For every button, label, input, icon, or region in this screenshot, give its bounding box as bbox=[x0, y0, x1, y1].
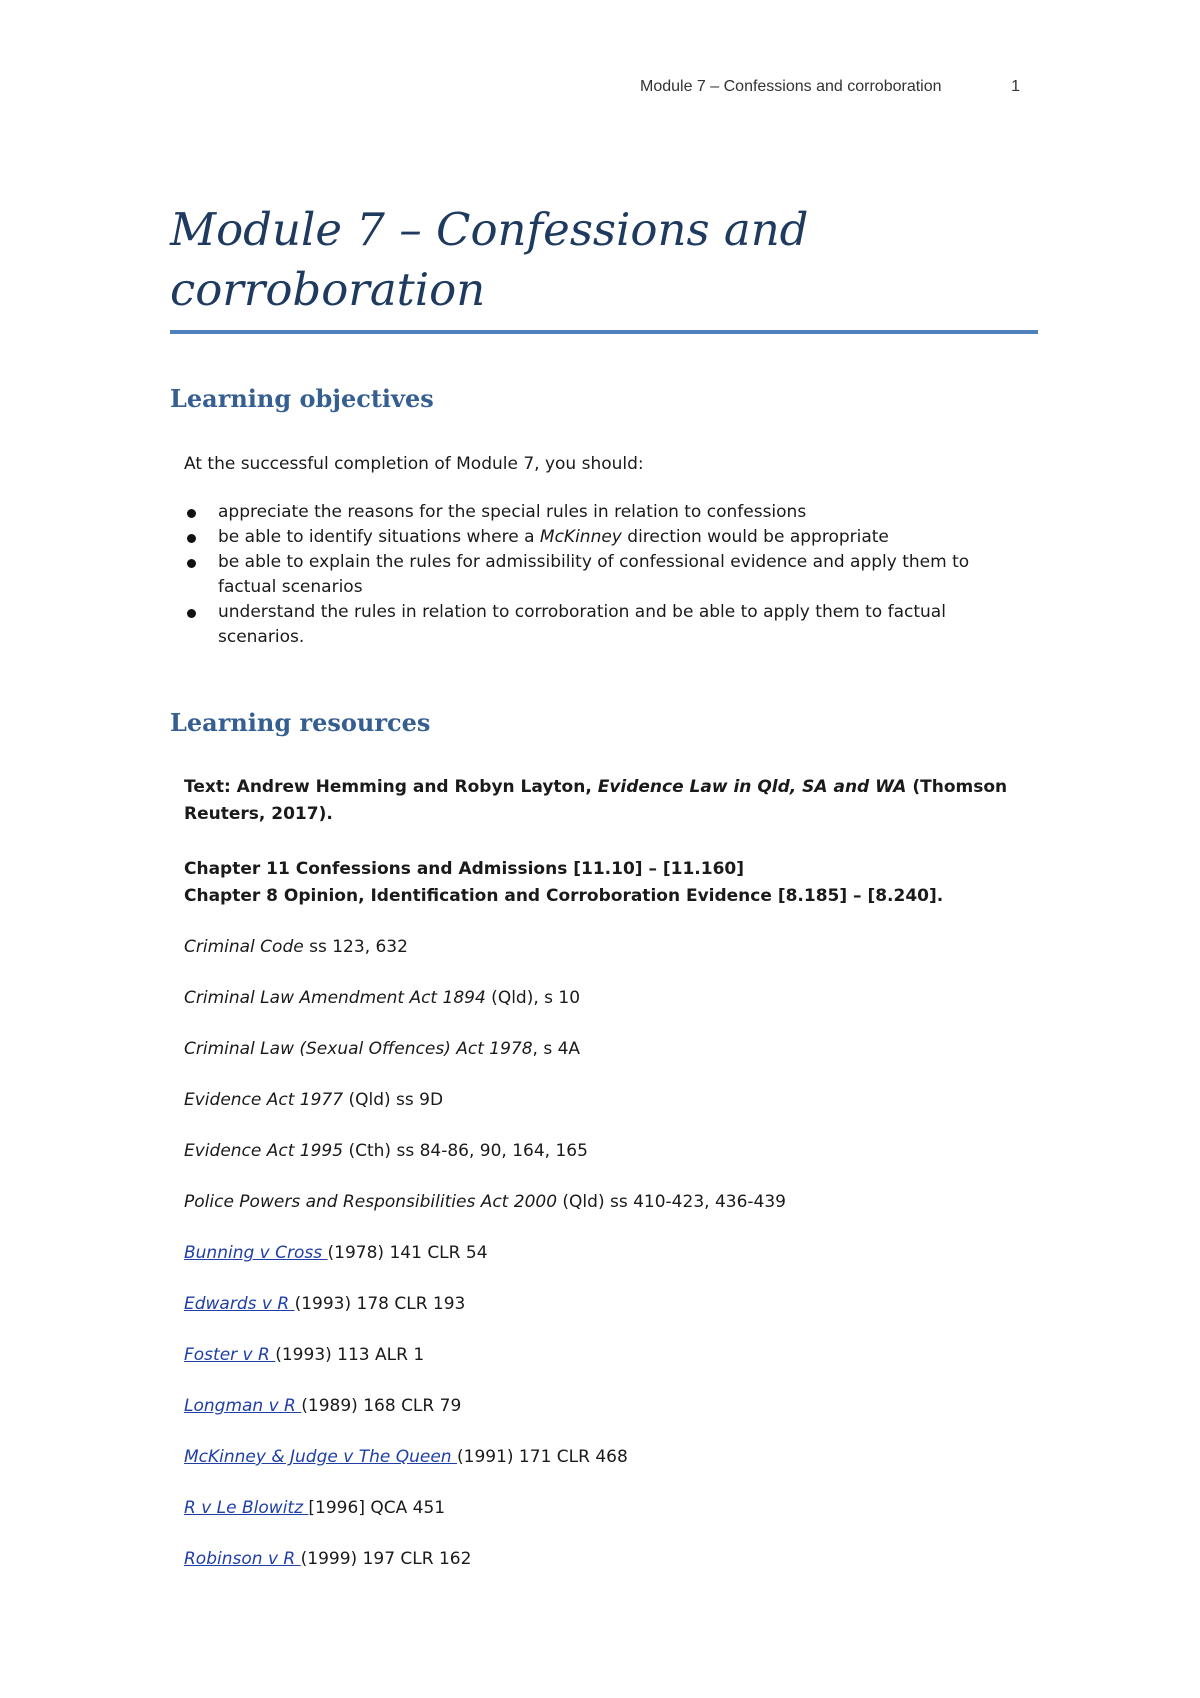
case-item: Longman v R (1989) 168 CLR 79 bbox=[184, 1396, 462, 1416]
list-item: be able to identify situations where a McKinney direction would be appropriate bbox=[184, 525, 1014, 550]
title-line-2: corroboration bbox=[170, 263, 486, 316]
title-underline bbox=[170, 330, 1038, 334]
learning-resources-heading: Learning resources bbox=[170, 708, 431, 737]
chapter-reading-2: Chapter 8 Opinion, Identification and Corroboration Evidence [8.185] – [8.240]. bbox=[184, 886, 944, 906]
chapter-reading-1: Chapter 11 Confessions and Admissions [11.10] – [11.160] bbox=[184, 859, 745, 879]
legislation-item: Police Powers and Responsibilities Act 2000 (Qld) ss 410-423, 436-439 bbox=[184, 1192, 786, 1212]
page-number: 1 bbox=[1011, 78, 1020, 95]
objectives-list bbox=[184, 500, 1014, 650]
case-item: Bunning v Cross (1978) 141 CLR 54 bbox=[184, 1243, 488, 1263]
learning-objectives-heading: Learning objectives bbox=[170, 384, 434, 413]
case-link[interactable]: R v Le Blowitz bbox=[184, 1498, 309, 1518]
objectives-intro: At the successful completion of Module 7, you should: bbox=[184, 454, 644, 474]
textbook-reference: Text: Andrew Hemming and Robyn Layton, Evidence Law in Qld, SA and WA (Thomson Reuters, 2017). bbox=[184, 777, 1008, 824]
legislation-item: Criminal Law (Sexual Offences) Act 1978, s 4A bbox=[184, 1039, 581, 1059]
title-line-1: Module 7 – Confessions and bbox=[170, 203, 809, 256]
legislation-item: Criminal Law Amendment Act 1894 (Qld), s 10 bbox=[184, 988, 581, 1008]
case-link[interactable]: Foster v R bbox=[184, 1345, 276, 1365]
case-link[interactable]: Robinson v R bbox=[184, 1549, 301, 1569]
list-item: appreciate the reasons for the special rules in relation to confessions bbox=[184, 500, 1014, 525]
case-link[interactable]: Longman v R bbox=[184, 1396, 302, 1416]
legislation-item: Evidence Act 1977 (Qld) ss 9D bbox=[184, 1090, 444, 1110]
case-link[interactable]: McKinney & Judge v The Queen bbox=[184, 1447, 457, 1467]
case-item: McKinney & Judge v The Queen (1991) 171 CLR 468 bbox=[184, 1447, 628, 1467]
document-title bbox=[170, 200, 1040, 320]
case-item: Edwards v R (1993) 178 CLR 193 bbox=[184, 1294, 466, 1314]
legislation-item: Evidence Act 1995 (Cth) ss 84-86, 90, 164, 165 bbox=[184, 1141, 588, 1161]
case-link[interactable]: Edwards v R bbox=[184, 1294, 295, 1314]
case-item: Foster v R (1993) 113 ALR 1 bbox=[184, 1345, 425, 1365]
case-link[interactable]: Bunning v Cross bbox=[184, 1243, 328, 1263]
list-item: be able to explain the rules for admissibility of confessional evidence and apply them to factual scenarios bbox=[184, 550, 1014, 600]
case-item: Robinson v R (1999) 197 CLR 162 bbox=[184, 1549, 472, 1569]
list-item: understand the rules in relation to corroboration and be able to apply them to factual scenarios. bbox=[184, 600, 1014, 650]
legislation-item: Criminal Code ss 123, 632 bbox=[184, 937, 408, 957]
case-item: R v Le Blowitz [1996] QCA 451 bbox=[184, 1498, 446, 1518]
running-title: Module 7 – Confessions and corroboration bbox=[640, 78, 942, 95]
